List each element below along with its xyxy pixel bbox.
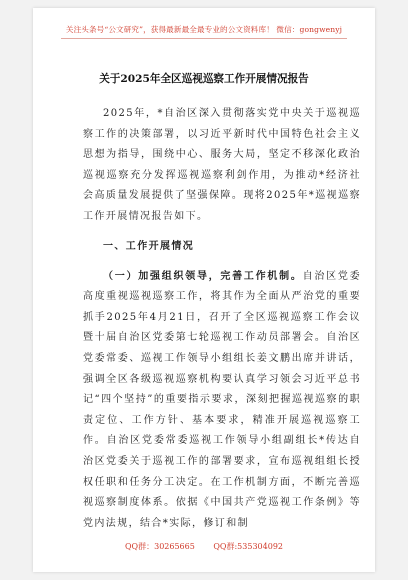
intro-paragraph: 2025年，*自治区深入贯彻落实党中央关于巡视巡察工作的决策部署，以习近平新时代中国特色社会主义思想为指导，围绕中心、服务大局，坚定不移深化政治巡视巡察充分发挥巡视巡察利剑作用，为推动*经济社会高质量发展提供了坚强保障。现将2025年*巡视巡察工作开展情况报告如下。 xyxy=(83,108,361,222)
header-banner: 关注头条号“公文研究”，获得最新最全最专业的公文资料库！ 微信：gongwenyj xyxy=(65,25,343,34)
document-body xyxy=(83,104,361,534)
paragraph-lead: （一）加强组织领导，完善工作机制。 xyxy=(103,270,303,282)
body-paragraph xyxy=(83,267,361,535)
document-page xyxy=(33,8,375,572)
qq-group-2: QQ群:535304092 xyxy=(213,542,283,551)
header-divider xyxy=(61,38,347,39)
section-heading: 一、工作开展情况 xyxy=(103,240,195,252)
footer-contact xyxy=(33,541,375,552)
qq-group-1: QQ群：30265665 xyxy=(124,542,195,551)
paragraph-text: 自治区党委高度重视巡视巡察工作，将其作为全面从严治党的重要抓手2025年4月21日，召开了全区巡视巡察工作会议暨十届自治区党委第七轮巡视工作动员部署会。自治区党委常委、巡视工作领导小组组长姜文鹏出席并讲话，强调全区各级巡视巡察机构要认真学习领会习近平总书记“四个坚持”的重要指示要求，深刻把握巡视巡察的职责定位、工作方针、基本要求，精准开展巡视巡察工作。自治区党委常委巡视工作领导小组副组长*传达自治区党委关于巡视工作的部署要求，宣布巡视组组长授权任职和任务分工决定。在工作机制方面，不断完善巡视巡察制度体系。依据《中国共产党巡视工作条例》等党内法规，结合*实际，修订和制 xyxy=(83,270,361,529)
document-title: 关于2025年全区巡视巡察工作开展情况报告 xyxy=(99,73,309,85)
